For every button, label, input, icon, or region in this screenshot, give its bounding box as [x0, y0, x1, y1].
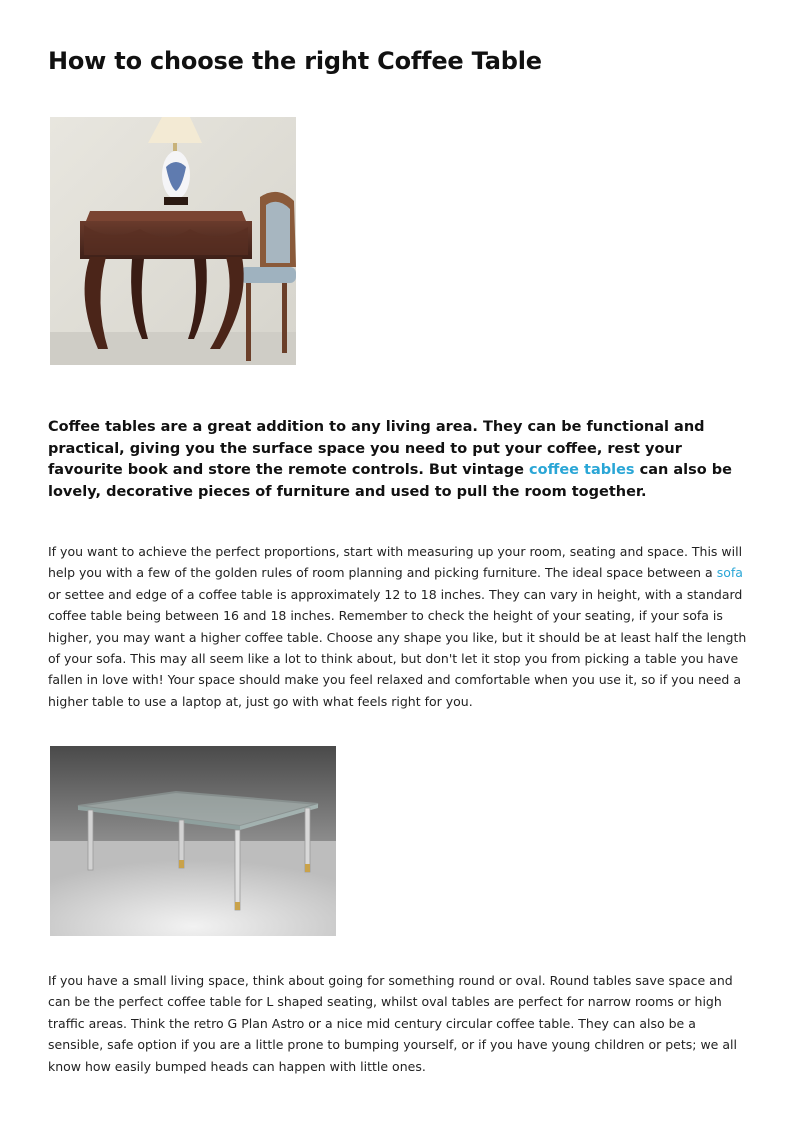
intro-text-start: Coffee tables are a great addition to any living area. They can be functional and practical, giving you the surface space you need to put your coffee, rest your favourite book and store the remote controls. But vintage: [48, 419, 705, 478]
sofa-link[interactable]: sofa: [716, 565, 743, 581]
shape-paragraph: If you have a small living space, think about going for something round or oval. Round tables save space and can be the perfect coffee table for L shaped seating, whilst oval tables are perfect for narrow rooms or high traffic areas. Think the retro G Plan Astro or a nice mid century circular coffee table. They can also be a sensible, safe option if you are a little prone to bumping yourself, or if you have young children or pets; we all know how easily bumped heads can happen with little ones.: [48, 973, 737, 1074]
proportions-text-end: or settee and edge of a coffee table is approximately 12 to 18 inches. They can vary in height, with a standard coffee table being between 16 and 18 inches. Remember to check the height of your seating, if your sofa is higher, you may want a higher coffee table. Choose any shape you like, but it should be at least half the length of your sofa. This may all seem like a lot to think about, but don't let it stop you from picking a table you have fallen in love with! Your space should make you feel relaxed and comfortable when you use it, so if you need a higher table to use a laptop at, just go with what feels right for you.: [48, 586, 747, 709]
coffee-tables-link[interactable]: coffee tables: [529, 462, 635, 478]
proportions-text-start: If you want to achieve the perfect proportions, start with measuring up your room, seating and space. This will help you with a few of the golden rules of room planning and picking furniture. The ideal space between a: [48, 544, 743, 581]
glass-coffee-table-photo: [50, 746, 336, 936]
page-title: How to choose the right Coffee Table: [48, 47, 542, 75]
carved-side-table-photo: [50, 117, 296, 365]
intro-text-end: can also be lovely, decorative pieces of furniture and used to pull the room together.: [48, 462, 732, 500]
proportions-paragraph: [48, 541, 748, 712]
intro-paragraph: [48, 417, 748, 503]
